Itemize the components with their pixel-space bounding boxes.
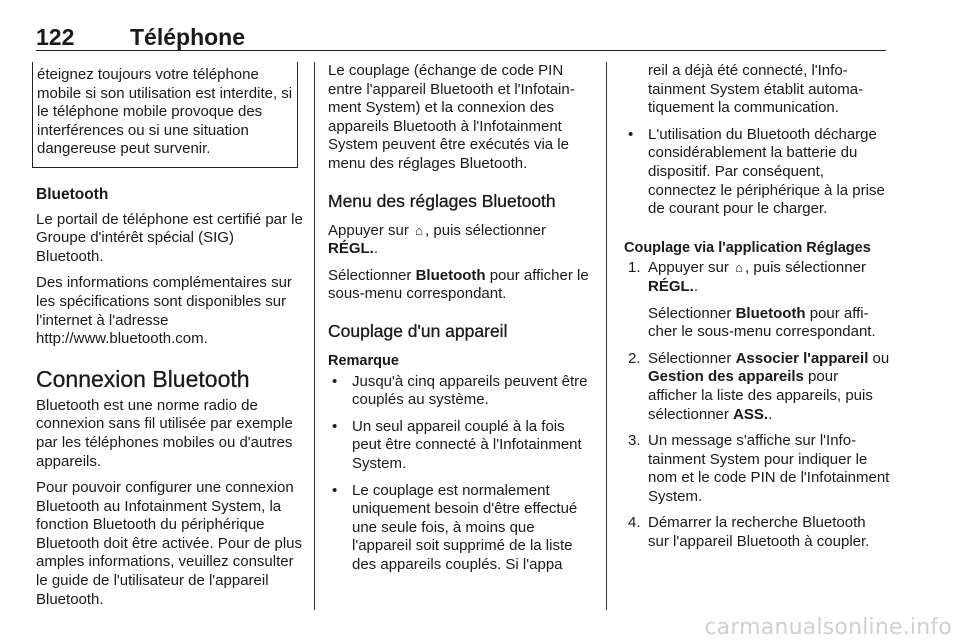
home-icon: ⌂ — [735, 260, 743, 276]
step-number: 4. — [628, 514, 641, 532]
step-item — [624, 259, 890, 341]
step-number: 2. — [628, 349, 641, 367]
section-heading-menu: Menu des réglages Bluetooth — [328, 190, 556, 211]
column-divider — [606, 62, 607, 610]
paragraph — [328, 222, 592, 259]
watermark: carmanualsonline.info — [704, 615, 952, 640]
step-number: 1. — [628, 259, 641, 277]
step-text: Démarrer la recherche Bluetooth sur l'appareil Bluetooth à coupler. — [648, 514, 870, 551]
menu-label: Associer l'appareil — [735, 349, 869, 367]
menu-label: Gestion des appareils — [648, 368, 804, 386]
column-2 — [328, 62, 592, 582]
list-item: • Le couplage est normalement uniquement besoin d'être effectué une seule fois, à moins que l'appareil soit supprimé de la liste des appareils couplés. Si l'appa — [328, 482, 592, 575]
text-run: pour afficher le sous-menu correspondant. — [328, 266, 589, 303]
step-item — [624, 350, 890, 424]
page-header — [36, 24, 886, 51]
step-text — [648, 259, 890, 296]
list-item: • Un seul appareil couplé à la fois peut être connecté à l'Infotainment System. — [328, 418, 592, 474]
section-heading-pairing: Couplage d'un appareil — [328, 320, 508, 341]
subsection-heading-settings: Couplage via l'application Réglages — [624, 239, 871, 256]
column-3 — [624, 62, 890, 560]
column-divider — [314, 62, 315, 610]
step-number: 3. — [628, 432, 641, 450]
text-run: Sélectionner — [328, 266, 416, 284]
step-text — [648, 305, 890, 342]
column-1 — [36, 62, 304, 617]
text-run: Appuyer sur — [648, 259, 734, 277]
menu-label: Bluetooth — [735, 304, 806, 322]
paragraph: Le portail de téléphone est certifié par le Groupe d'intérêt spécial (SIG) Bluetooth. — [36, 210, 303, 265]
text-run: , puis sélectionner — [425, 221, 546, 239]
paragraph: Bluetooth est une norme radio de connexion sans fil utilisée par exemple par les téléphones mobiles ou d'autres appareils. — [36, 396, 293, 470]
chapter-heading-connexion: Connexion Bluetooth — [36, 365, 250, 392]
text-run: pour afficher le sous-menu correspondant. — [648, 304, 876, 341]
text-run: Appuyer sur — [328, 221, 414, 239]
warning-text: éteignez toujours votre téléphone mobile si son utilisation est interdite, si le téléphone mobile provoque des interférences ou si une situation dangereuse peut survenir. — [37, 66, 293, 158]
remark-heading: Remarque — [328, 352, 399, 369]
step-text: Un message s'affiche sur l'Infotainment System pour indiquer le nom et le code PIN de l'Infotainment System. — [648, 432, 890, 505]
menu-label: Bluetooth — [415, 266, 486, 284]
text-run: ou — [868, 349, 890, 367]
list-item: • Jusqu'à cinq appareils peuvent être couplés au système. — [328, 373, 592, 410]
warning-box — [32, 62, 298, 168]
text-run: Sélectionner — [648, 304, 736, 322]
menu-label: RÉGL. — [328, 240, 374, 258]
text-run: , puis sélectionner — [745, 259, 866, 277]
url-text: http://www.bluetooth.com. — [36, 330, 208, 348]
text-run: pour afficher la liste des appareils, puis sélectionner — [648, 368, 873, 423]
text-run: . — [373, 240, 379, 258]
paragraph — [328, 267, 592, 304]
list-item: • L'utilisation du Bluetooth décharge considérablement la batterie du dispositif. Par conséquent, connectez le périphérique à la prise de courant pour le charger. — [624, 126, 890, 219]
paragraph: Pour pouvoir configurer une connexion Bluetooth au Infotainment System, la fonction Bluetooth du périphérique Bluetooth doit être activée. Pour de plus amples informations, veuillez consulter le guide de l'utilisateur de l'appareil Bluetooth. — [36, 479, 303, 608]
menu-label: RÉGL. — [648, 277, 694, 295]
page-title: Téléphone — [130, 24, 246, 50]
step-text — [648, 350, 890, 424]
step-item — [624, 514, 890, 551]
home-icon: ⌂ — [415, 222, 423, 238]
text-run: . — [768, 405, 773, 423]
step-item — [624, 432, 890, 506]
page-number: 122 — [36, 24, 75, 50]
menu-label: ASS. — [733, 405, 769, 423]
paragraph: Des informations complémentaires sur les spécifications sont disponibles sur l'internet à l'adresse — [36, 274, 292, 329]
text-run: . — [693, 277, 699, 295]
paragraph: Le couplage (échange de code PIN entre l'appareil Bluetooth et l'Infotainment System) et la connexion des appareils Bluetooth à l'Infotainment System peuvent être exécutés via le menu des réglages Bluetooth. — [328, 62, 575, 172]
list-item-continuation: reil a déjà été connecté, l'Infotainment System établit automatiquement la communication. — [648, 62, 864, 117]
text-run: Sélectionner — [648, 349, 736, 367]
section-heading-bluetooth: Bluetooth — [36, 185, 109, 203]
